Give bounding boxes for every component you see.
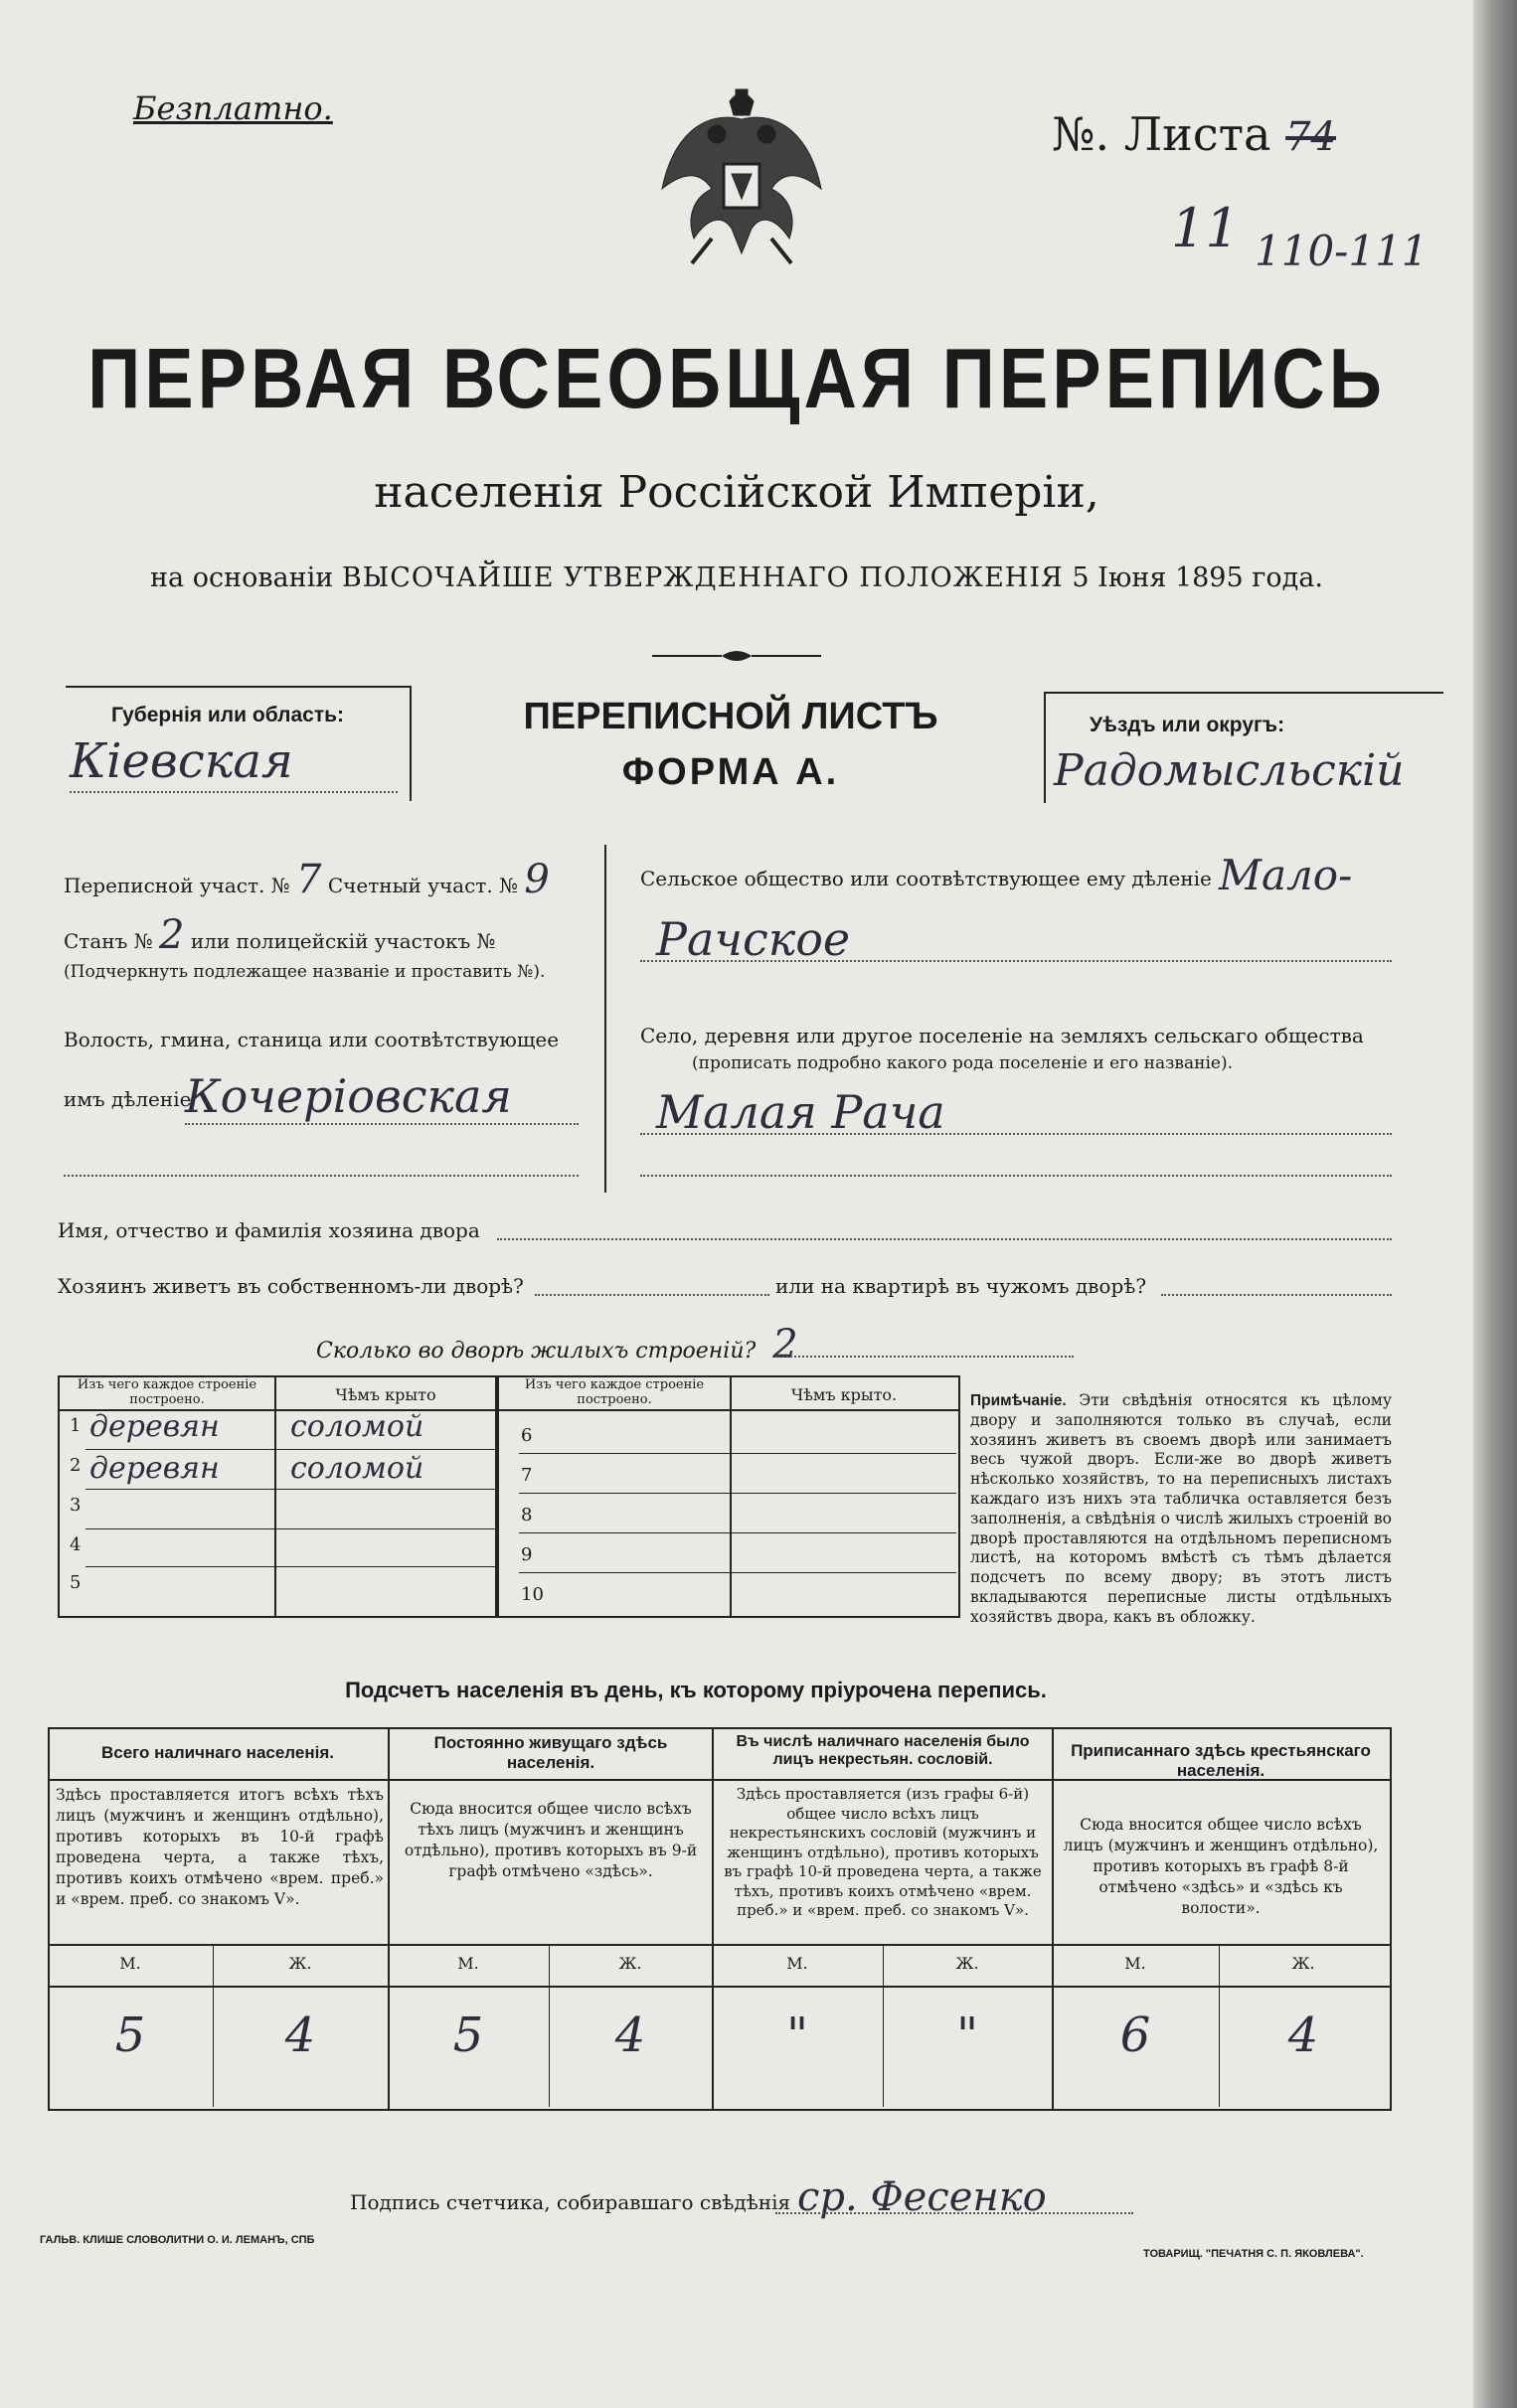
volost-label-2: имъ дѣленіе	[64, 1087, 192, 1111]
population-title: Подсчетъ населенія въ день, къ которому пріурочена перепись.	[345, 1678, 1047, 1702]
pop-col1-f-label: Ж.	[288, 1954, 312, 1973]
owner-name-label: Имя, отчество и фамилія хозяина двора	[58, 1218, 480, 1242]
pop-col3-m-value: "	[785, 2007, 809, 2063]
archive-number: 110-111	[1255, 227, 1429, 275]
basis-caps: ВЫСОЧАЙШЕ УТВЕРЖДЕННАГО ПОЛОЖЕНІЯ	[341, 562, 1064, 593]
province-label: Губернія или область:	[111, 704, 345, 726]
province-value: Кіевская	[70, 733, 293, 789]
col-material-right: Изъ чего каждое строеніе построено.	[524, 1377, 705, 1407]
page-edge	[1473, 0, 1517, 2408]
pop-col2-f-label: Ж.	[618, 1954, 642, 1973]
building-row-10-num: 10	[521, 1584, 544, 1605]
stan-field	[64, 912, 495, 958]
pop-col3-f-value: "	[955, 2007, 979, 2063]
building-row-1-num: 1	[70, 1415, 82, 1436]
archive-prefix: 11	[1171, 197, 1240, 259]
building-row-2-roof: соломой	[290, 1451, 424, 1486]
pop-col3-m-label: М.	[786, 1954, 808, 1973]
building-row-2-num: 2	[70, 1455, 82, 1476]
census-basis	[0, 562, 1473, 593]
building-row-6-num: 6	[521, 1425, 533, 1446]
form-title: ПЕРЕПИСНОЙ ЛИСТЪ	[523, 696, 938, 737]
census-title: ПЕРВАЯ ВСЕОБЩАЯ ПЕРЕПИСЬ	[87, 330, 1386, 426]
district-value: Радомысльскій	[1054, 745, 1405, 796]
building-row-5-num: 5	[70, 1572, 82, 1593]
police-label: или полицейскій участокъ №	[190, 929, 496, 953]
pop-col1-header: Всего наличнаго населенія.	[101, 1743, 334, 1762]
society-value-2: Рачское	[656, 912, 851, 966]
pop-col4-m-label: М.	[1124, 1954, 1146, 1973]
building-row-7-num: 7	[521, 1465, 533, 1486]
building-row-9-num: 9	[521, 1544, 533, 1565]
volost-value: Кочеріовская	[185, 1069, 512, 1123]
volost-label-1: Волость, гмина, станица или соотвѣтствующее	[64, 1028, 560, 1051]
pop-col2-header: Постоянно живущаго здѣсь населенія.	[433, 1733, 668, 1772]
society-value-1: Мало-	[1219, 851, 1353, 899]
note-text: Эти свѣдѣнія относятся къ цѣлому двору и заполняются только въ случаѣ, если хозяинъ живетъ въ своемъ дворѣ или занимаетъ весь чужой дворъ. Если-же во дворѣ живетъ нѣсколько хозяйствъ, то на переписныхъ листахъ каждаго изъ нихъ эта табличка оставляется безъ заполненія, а свѣдѣнія о числѣ жилыхъ строеній во дворѣ проставляются на отдѣльномъ переписномъ листѣ, на которомъ вмѣстѣ съ тѣмъ дѣлается подсчетъ по всему двору; въ этотъ листъ вкладываются переписные листы отдѣльныхъ хозяйствъ двора, какъ въ обложку.	[970, 1391, 1392, 1626]
stan-value: 2	[159, 912, 185, 958]
census-area-label: Переписной участ. №	[64, 874, 290, 897]
signature-value: ср. Фесенко	[797, 2174, 1047, 2220]
form-name: ФОРМА А.	[621, 751, 840, 793]
buildings-field	[316, 1322, 798, 1367]
col-material-left: Изъ чего каждое строеніе построено.	[77, 1377, 257, 1407]
counting-area-value: 9	[524, 857, 550, 902]
district-label: Уѣздъ или округъ:	[1090, 714, 1285, 736]
building-row-1-roof: соломой	[290, 1409, 424, 1444]
buildings-value: 2	[772, 1322, 798, 1367]
census-area-field	[64, 857, 550, 902]
pop-col4-desc: Сюда вносится общее число всѣхъ лицъ (мужчинъ и женщинъ отдѣльно), противъ которыхъ въ графѣ 8-й отмѣчено «здѣсь» и «здѣсь къ волости».	[1063, 1816, 1379, 1917]
pop-col1-m-value: 5	[114, 2007, 146, 2063]
census-area-value: 7	[296, 857, 322, 902]
stan-label: Станъ №	[64, 929, 153, 953]
note-title: Примѣчаніе.	[970, 1392, 1067, 1409]
counting-area-label: Счетный участ. №	[327, 874, 519, 897]
col-roof-right: Чѣмъ крыто.	[790, 1385, 898, 1404]
basis-prefix: на основаніи	[150, 562, 334, 593]
pop-col2-m-label: М.	[457, 1954, 479, 1973]
village-note: (прописать подробно какого рода поселеніе и его названіе).	[692, 1053, 1233, 1073]
building-row-3-num: 3	[70, 1495, 82, 1516]
building-row-8-num: 8	[521, 1505, 533, 1525]
building-row-2-material: деревян	[89, 1451, 220, 1486]
pop-col1-desc: Здѣсь проставляется итогъ всѣхъ тѣхъ лицъ (мужчинъ и женщинъ отдѣльно), противъ которыхъ въ 10-й графѣ проведена черта, а также тѣхъ, противъ коихъ отмѣчено «врем. преб.» и «врем. преб. со знакомъ V».	[56, 1786, 384, 1908]
free-label: Безплатно.	[133, 89, 333, 127]
pop-col3-desc: Здѣсь проставляется (изъ графы 6-й) общее число всѣхъ лицъ некрестьянскихъ сословій (мужчинъ и женщинъ отдѣльно), противъ которыхъ въ графѣ 10-й проведена черта, а также тѣхъ, противъ коихъ отмѣчено «врем. преб.» и «врем. преб. со знакомъ V».	[724, 1785, 1042, 1919]
census-subtitle: населенія Россійской Имперіи,	[374, 467, 1099, 518]
imperial-eagle-icon	[632, 80, 851, 278]
owner-lives-label: Хозяинъ живетъ въ собственномъ-ли дворѣ?	[58, 1274, 524, 1298]
pop-col4-m-value: 6	[1119, 2007, 1151, 2063]
pop-col2-desc: Сюда вносится общее число всѣхъ тѣхъ лицъ (мужчинъ и женщинъ отдѣльно), противъ которыхъ въ 9-й графѣ отмѣчено «здѣсь».	[404, 1800, 698, 1880]
printer-right: ТОВАРИЩ. "ПЕЧАТНЯ С. П. ЯКОВЛЕВА".	[1143, 2248, 1364, 2260]
building-row-1-material: деревян	[89, 1409, 220, 1444]
sheet-number-value: 74	[1285, 114, 1336, 160]
ornament-divider	[652, 648, 821, 662]
pop-col3-f-label: Ж.	[955, 1954, 979, 1973]
building-row-4-num: 4	[70, 1534, 82, 1555]
pop-col3-header: Въ числѣ наличнаго населенія было лицъ некрестьян. сословій.	[736, 1733, 1030, 1768]
pop-col2-m-value: 5	[452, 2007, 484, 2063]
village-value: Малая Рача	[656, 1085, 945, 1139]
pop-col1-f-value: 4	[284, 2007, 316, 2063]
printer-left: ГАЛЬВ. КЛИШЕ СЛОВОЛИТНИ О. И. ЛЕМАНЪ, СПБ	[40, 2234, 315, 2246]
pop-col2-f-value: 4	[614, 2007, 646, 2063]
buildings-label: Сколько во дворѣ жилыхъ строеній?	[316, 1339, 757, 1364]
basis-suffix: 5 Іюня 1895 года.	[1072, 562, 1323, 593]
village-label: Село, деревня или другое поселеніе на земляхъ сельскаго общества	[640, 1024, 1364, 1047]
note-block	[970, 1391, 1392, 1628]
underline-note: (Подчеркнуть подлежащее названіе и проставить №).	[64, 962, 546, 982]
society-label: Сельское общество или соотвѣтствующее ему дѣленіе	[640, 867, 1212, 890]
owner-rent-label: или на квартирѣ въ чужомъ дворѣ?	[775, 1274, 1147, 1298]
pop-col4-f-value: 4	[1287, 2007, 1319, 2063]
col-roof-left: Чѣмъ крыто	[335, 1385, 436, 1404]
pop-col1-m-label: М.	[119, 1954, 141, 1973]
signature-label: Подпись счетчика, собиравшаго свѣдѣнія	[350, 2190, 791, 2214]
pop-col4-header: Приписаннаго здѣсь крестьянскаго населенія.	[1071, 1741, 1371, 1780]
pop-col4-f-label: Ж.	[1291, 1954, 1315, 1973]
sheet-number-label: №. Листа	[1052, 107, 1271, 161]
